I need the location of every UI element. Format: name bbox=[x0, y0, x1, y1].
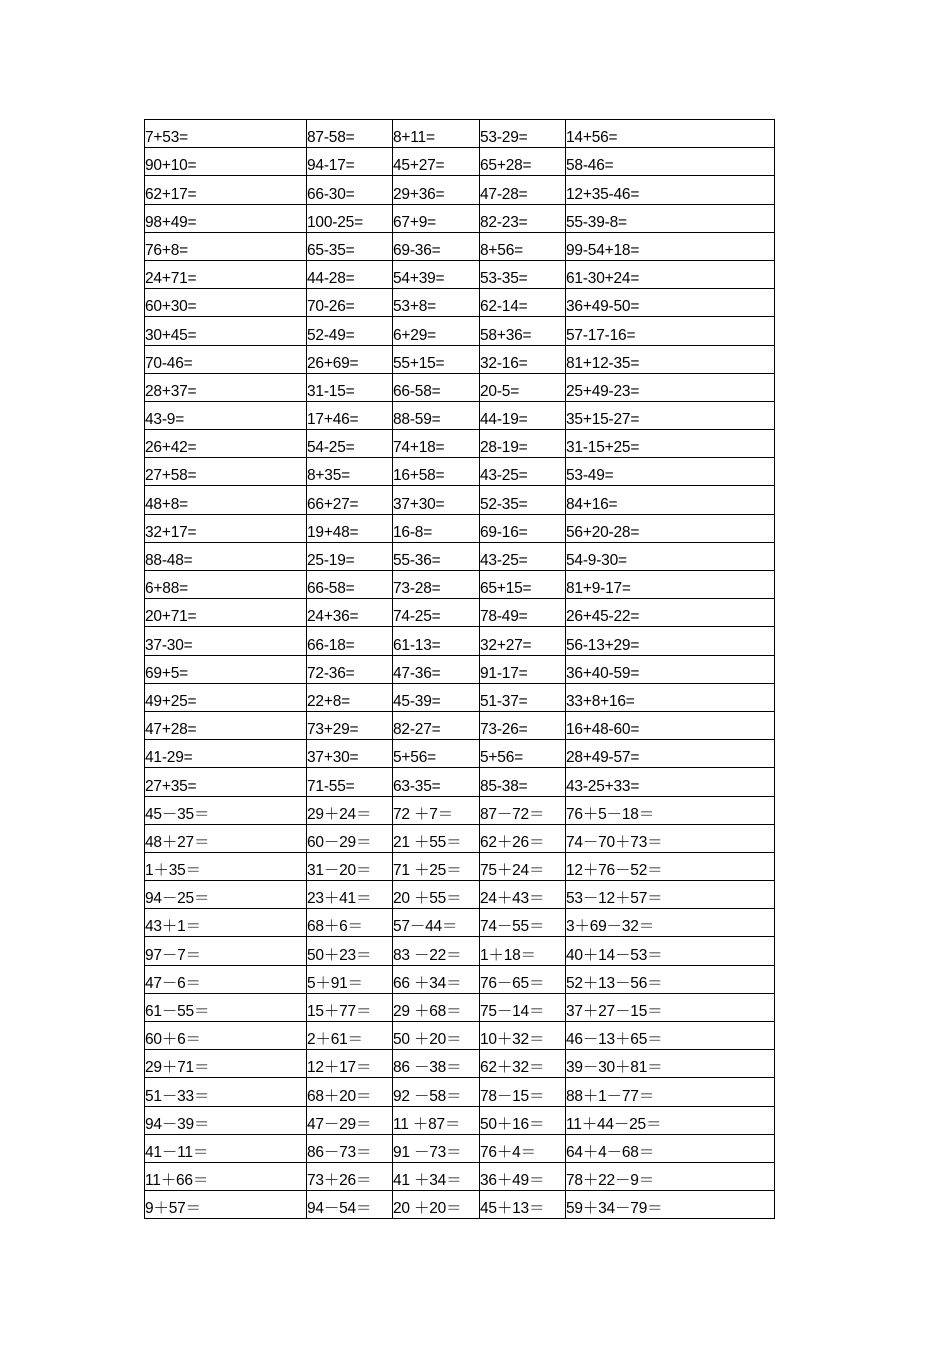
table-row bbox=[145, 204, 775, 232]
table-row bbox=[145, 937, 775, 965]
problem-cell: 99-54+18= bbox=[566, 232, 775, 260]
problem-cell: 51-37= bbox=[480, 683, 566, 711]
problem-cell: 41-29= bbox=[145, 740, 307, 768]
problem-cell: 57－44＝ bbox=[393, 909, 480, 937]
problem-cell: 45－35＝ bbox=[145, 796, 307, 824]
problem-cell: 51－33＝ bbox=[145, 1078, 307, 1106]
problem-cell: 68＋20＝ bbox=[307, 1078, 393, 1106]
problem-cell: 48+8= bbox=[145, 486, 307, 514]
problem-cell: 94－25＝ bbox=[145, 881, 307, 909]
problem-cell: 94－39＝ bbox=[145, 1106, 307, 1134]
table-row bbox=[145, 514, 775, 542]
problem-cell: 91 －73＝ bbox=[393, 1134, 480, 1162]
table-row bbox=[145, 599, 775, 627]
table-row bbox=[145, 458, 775, 486]
table-row bbox=[145, 345, 775, 373]
problem-cell: 78＋22－9＝ bbox=[566, 1162, 775, 1190]
problem-cell: 58-46= bbox=[566, 148, 775, 176]
problem-cell: 11＋44－25＝ bbox=[566, 1106, 775, 1134]
problem-cell: 19+48= bbox=[307, 514, 393, 542]
problem-cell: 25-19= bbox=[307, 542, 393, 570]
problem-cell: 76＋5－18＝ bbox=[566, 796, 775, 824]
problem-cell: 7+53= bbox=[145, 120, 307, 148]
problem-cell: 54+39= bbox=[393, 260, 480, 288]
problem-cell: 91-17= bbox=[480, 655, 566, 683]
problem-cell: 49+25= bbox=[145, 683, 307, 711]
problem-cell: 86－73＝ bbox=[307, 1134, 393, 1162]
problem-cell: 50＋16＝ bbox=[480, 1106, 566, 1134]
problem-cell: 36+49-50= bbox=[566, 289, 775, 317]
problem-cell: 24+36= bbox=[307, 599, 393, 627]
problem-cell: 16-8= bbox=[393, 514, 480, 542]
problem-cell: 36+40-59= bbox=[566, 655, 775, 683]
problem-cell: 40＋14－53＝ bbox=[566, 937, 775, 965]
problem-cell: 74-25= bbox=[393, 599, 480, 627]
problem-cell: 82-27= bbox=[393, 711, 480, 739]
problem-cell: 8+56= bbox=[480, 232, 566, 260]
problem-cell: 27+58= bbox=[145, 458, 307, 486]
problem-cell: 32+17= bbox=[145, 514, 307, 542]
problem-cell: 26+69= bbox=[307, 345, 393, 373]
problem-cell: 69+5= bbox=[145, 655, 307, 683]
table-row bbox=[145, 824, 775, 852]
table-row bbox=[145, 683, 775, 711]
problem-cell: 12＋76－52＝ bbox=[566, 852, 775, 880]
problem-cell: 60－29＝ bbox=[307, 824, 393, 852]
problem-cell: 37-30= bbox=[145, 627, 307, 655]
problem-cell: 1＋35＝ bbox=[145, 852, 307, 880]
problem-cell: 75＋24＝ bbox=[480, 852, 566, 880]
problem-cell: 60＋6＝ bbox=[145, 1022, 307, 1050]
problem-cell: 1＋18＝ bbox=[480, 937, 566, 965]
problem-cell: 47－29＝ bbox=[307, 1106, 393, 1134]
table-row bbox=[145, 430, 775, 458]
problem-cell: 5+56= bbox=[480, 740, 566, 768]
problem-cell: 88-59= bbox=[393, 401, 480, 429]
problem-cell: 63-35= bbox=[393, 768, 480, 796]
table-row bbox=[145, 289, 775, 317]
problem-cell: 35+15-27= bbox=[566, 401, 775, 429]
table-row bbox=[145, 655, 775, 683]
problem-cell: 78－15＝ bbox=[480, 1078, 566, 1106]
table-row bbox=[145, 401, 775, 429]
problem-cell: 22+8= bbox=[307, 683, 393, 711]
problem-cell: 43-25+33= bbox=[566, 768, 775, 796]
problem-cell: 87-58= bbox=[307, 120, 393, 148]
problem-cell: 32+27= bbox=[480, 627, 566, 655]
problem-cell: 29+36= bbox=[393, 176, 480, 204]
problem-cell: 41－11＝ bbox=[145, 1134, 307, 1162]
problem-cell: 46－13＋65＝ bbox=[566, 1022, 775, 1050]
table-row bbox=[145, 881, 775, 909]
problem-cell: 29＋24＝ bbox=[307, 796, 393, 824]
problem-cell: 37+30= bbox=[393, 486, 480, 514]
problem-cell: 65+28= bbox=[480, 148, 566, 176]
problem-cell: 62＋26＝ bbox=[480, 824, 566, 852]
table-row bbox=[145, 148, 775, 176]
problem-cell: 36＋49＝ bbox=[480, 1162, 566, 1190]
problem-cell: 97－7＝ bbox=[145, 937, 307, 965]
problem-cell: 50＋23＝ bbox=[307, 937, 393, 965]
problem-cell: 76+8= bbox=[145, 232, 307, 260]
problem-cell: 75－14＝ bbox=[480, 993, 566, 1021]
problem-cell: 67+9= bbox=[393, 204, 480, 232]
problem-cell: 54-9-30= bbox=[566, 542, 775, 570]
problem-cell: 28+37= bbox=[145, 373, 307, 401]
problem-cell: 56+20-28= bbox=[566, 514, 775, 542]
problem-cell: 100-25= bbox=[307, 204, 393, 232]
problem-cell: 5＋91＝ bbox=[307, 965, 393, 993]
problem-cell: 53+8= bbox=[393, 289, 480, 317]
problem-cell: 66-58= bbox=[393, 373, 480, 401]
problem-cell: 52-49= bbox=[307, 317, 393, 345]
problem-cell: 8+11= bbox=[393, 120, 480, 148]
problem-cell: 65-35= bbox=[307, 232, 393, 260]
problem-cell: 73+29= bbox=[307, 711, 393, 739]
table-row bbox=[145, 1022, 775, 1050]
problem-cell: 48＋27＝ bbox=[145, 824, 307, 852]
table-row bbox=[145, 542, 775, 570]
problem-cell: 33+8+16= bbox=[566, 683, 775, 711]
problem-cell: 29 ＋68＝ bbox=[393, 993, 480, 1021]
table-row bbox=[145, 1134, 775, 1162]
problem-cell: 73-26= bbox=[480, 711, 566, 739]
problem-cell: 55+15= bbox=[393, 345, 480, 373]
problem-cell: 16+48-60= bbox=[566, 711, 775, 739]
table-row bbox=[145, 120, 775, 148]
problem-cell: 81+9-17= bbox=[566, 571, 775, 599]
problem-cell: 53-35= bbox=[480, 260, 566, 288]
problem-cell: 43-9= bbox=[145, 401, 307, 429]
table-row bbox=[145, 796, 775, 824]
problem-cell: 20 ＋20＝ bbox=[393, 1191, 480, 1219]
table-row bbox=[145, 993, 775, 1021]
problem-cell: 23＋41＝ bbox=[307, 881, 393, 909]
problem-cell: 62＋32＝ bbox=[480, 1050, 566, 1078]
table-row bbox=[145, 909, 775, 937]
problem-cell: 70-46= bbox=[145, 345, 307, 373]
problem-cell: 47－6＝ bbox=[145, 965, 307, 993]
problem-cell: 47-28= bbox=[480, 176, 566, 204]
problem-cell: 17+46= bbox=[307, 401, 393, 429]
problem-cell: 3＋69－32＝ bbox=[566, 909, 775, 937]
problem-cell: 6+88= bbox=[145, 571, 307, 599]
problem-cell: 30+45= bbox=[145, 317, 307, 345]
problem-cell: 74－55＝ bbox=[480, 909, 566, 937]
problem-cell: 50 ＋20＝ bbox=[393, 1022, 480, 1050]
problem-cell: 5+56= bbox=[393, 740, 480, 768]
problem-cell: 10＋32＝ bbox=[480, 1022, 566, 1050]
problem-cell: 60+30= bbox=[145, 289, 307, 317]
table-row bbox=[145, 176, 775, 204]
table-row bbox=[145, 1106, 775, 1134]
problem-cell: 70-26= bbox=[307, 289, 393, 317]
problem-cell: 66+27= bbox=[307, 486, 393, 514]
problem-cell: 26+42= bbox=[145, 430, 307, 458]
problem-cell: 20 ＋55＝ bbox=[393, 881, 480, 909]
problem-cell: 37+30= bbox=[307, 740, 393, 768]
problem-cell: 53-49= bbox=[566, 458, 775, 486]
problem-cell: 66 ＋34＝ bbox=[393, 965, 480, 993]
problem-cell: 61-30+24= bbox=[566, 260, 775, 288]
problem-cell: 83 －22＝ bbox=[393, 937, 480, 965]
problem-cell: 32-16= bbox=[480, 345, 566, 373]
table-row bbox=[145, 486, 775, 514]
table-row bbox=[145, 1050, 775, 1078]
problem-cell: 59＋34－79＝ bbox=[566, 1191, 775, 1219]
worksheet-body bbox=[145, 120, 775, 1219]
problem-cell: 15＋77＝ bbox=[307, 993, 393, 1021]
problem-cell: 69-36= bbox=[393, 232, 480, 260]
problem-cell: 66-58= bbox=[307, 571, 393, 599]
problem-cell: 62-14= bbox=[480, 289, 566, 317]
problem-cell: 47+28= bbox=[145, 711, 307, 739]
problem-cell: 88＋1－77＝ bbox=[566, 1078, 775, 1106]
problem-cell: 37＋27－15＝ bbox=[566, 993, 775, 1021]
problem-cell: 71 ＋25＝ bbox=[393, 852, 480, 880]
problem-cell: 82-23= bbox=[480, 204, 566, 232]
problem-cell: 12＋17＝ bbox=[307, 1050, 393, 1078]
problem-cell: 28+49-57= bbox=[566, 740, 775, 768]
problem-cell: 28-19= bbox=[480, 430, 566, 458]
problem-cell: 45-39= bbox=[393, 683, 480, 711]
problem-cell: 43-25= bbox=[480, 542, 566, 570]
table-row bbox=[145, 1162, 775, 1190]
problem-cell: 43-25= bbox=[480, 458, 566, 486]
problem-cell: 45＋13＝ bbox=[480, 1191, 566, 1219]
problem-cell: 85-38= bbox=[480, 768, 566, 796]
problem-cell: 84+16= bbox=[566, 486, 775, 514]
problem-cell: 72-36= bbox=[307, 655, 393, 683]
problem-cell: 52-35= bbox=[480, 486, 566, 514]
problem-cell: 92 －58＝ bbox=[393, 1078, 480, 1106]
problem-cell: 90+10= bbox=[145, 148, 307, 176]
problem-cell: 81+12-35= bbox=[566, 345, 775, 373]
problem-cell: 20+71= bbox=[145, 599, 307, 627]
problem-cell: 87－72＝ bbox=[480, 796, 566, 824]
problem-cell: 55-39-8= bbox=[566, 204, 775, 232]
problem-cell: 44-28= bbox=[307, 260, 393, 288]
problem-cell: 41 ＋34＝ bbox=[393, 1162, 480, 1190]
problem-cell: 45+27= bbox=[393, 148, 480, 176]
table-row bbox=[145, 232, 775, 260]
problem-cell: 31-15= bbox=[307, 373, 393, 401]
table-row bbox=[145, 1191, 775, 1219]
problem-cell: 24+71= bbox=[145, 260, 307, 288]
problem-cell: 62+17= bbox=[145, 176, 307, 204]
problem-cell: 65+15= bbox=[480, 571, 566, 599]
problem-cell: 86 －38＝ bbox=[393, 1050, 480, 1078]
problem-cell: 11 ＋87＝ bbox=[393, 1106, 480, 1134]
problem-cell: 74+18= bbox=[393, 430, 480, 458]
problem-cell: 71-55= bbox=[307, 768, 393, 796]
table-row bbox=[145, 1078, 775, 1106]
problem-cell: 66-18= bbox=[307, 627, 393, 655]
problem-cell: 69-16= bbox=[480, 514, 566, 542]
problem-cell: 24＋43＝ bbox=[480, 881, 566, 909]
problem-cell: 25+49-23= bbox=[566, 373, 775, 401]
problem-cell: 21 ＋55＝ bbox=[393, 824, 480, 852]
problem-cell: 98+49= bbox=[145, 204, 307, 232]
problem-cell: 44-19= bbox=[480, 401, 566, 429]
problem-cell: 78-49= bbox=[480, 599, 566, 627]
table-row bbox=[145, 627, 775, 655]
problem-cell: 57-17-16= bbox=[566, 317, 775, 345]
table-row bbox=[145, 768, 775, 796]
table-row bbox=[145, 740, 775, 768]
problem-cell: 26+45-22= bbox=[566, 599, 775, 627]
table-row bbox=[145, 711, 775, 739]
problem-cell: 88-48= bbox=[145, 542, 307, 570]
problem-cell: 16+58= bbox=[393, 458, 480, 486]
problem-cell: 73＋26＝ bbox=[307, 1162, 393, 1190]
problem-cell: 55-36= bbox=[393, 542, 480, 570]
problem-cell: 47-36= bbox=[393, 655, 480, 683]
problem-cell: 94－54＝ bbox=[307, 1191, 393, 1219]
problem-cell: 72 ＋7＝ bbox=[393, 796, 480, 824]
problem-cell: 43＋1＝ bbox=[145, 909, 307, 937]
problem-cell: 53-29= bbox=[480, 120, 566, 148]
problem-cell: 58+36= bbox=[480, 317, 566, 345]
table-row bbox=[145, 571, 775, 599]
arithmetic-worksheet-table bbox=[144, 119, 775, 1219]
problem-cell: 11＋66＝ bbox=[145, 1162, 307, 1190]
table-row bbox=[145, 965, 775, 993]
problem-cell: 66-30= bbox=[307, 176, 393, 204]
problem-cell: 39－30＋81＝ bbox=[566, 1050, 775, 1078]
problem-cell: 64＋4－68＝ bbox=[566, 1134, 775, 1162]
problem-cell: 76－65＝ bbox=[480, 965, 566, 993]
problem-cell: 74－70＋73＝ bbox=[566, 824, 775, 852]
problem-cell: 8+35= bbox=[307, 458, 393, 486]
table-row bbox=[145, 373, 775, 401]
problem-cell: 27+35= bbox=[145, 768, 307, 796]
problem-cell: 31-15+25= bbox=[566, 430, 775, 458]
problem-cell: 53－12＋57＝ bbox=[566, 881, 775, 909]
table-row bbox=[145, 317, 775, 345]
problem-cell: 54-25= bbox=[307, 430, 393, 458]
problem-cell: 68＋6＝ bbox=[307, 909, 393, 937]
problem-cell: 61-13= bbox=[393, 627, 480, 655]
problem-cell: 73-28= bbox=[393, 571, 480, 599]
problem-cell: 76＋4＝ bbox=[480, 1134, 566, 1162]
problem-cell: 20-5= bbox=[480, 373, 566, 401]
table-row bbox=[145, 260, 775, 288]
problem-cell: 14+56= bbox=[566, 120, 775, 148]
problem-cell: 61－55＝ bbox=[145, 993, 307, 1021]
problem-cell: 56-13+29= bbox=[566, 627, 775, 655]
problem-cell: 94-17= bbox=[307, 148, 393, 176]
table-row bbox=[145, 852, 775, 880]
problem-cell: 12+35-46= bbox=[566, 176, 775, 204]
problem-cell: 31－20＝ bbox=[307, 852, 393, 880]
problem-cell: 52＋13－56＝ bbox=[566, 965, 775, 993]
problem-cell: 2＋61＝ bbox=[307, 1022, 393, 1050]
problem-cell: 6+29= bbox=[393, 317, 480, 345]
problem-cell: 29＋71＝ bbox=[145, 1050, 307, 1078]
problem-cell: 9＋57＝ bbox=[145, 1191, 307, 1219]
